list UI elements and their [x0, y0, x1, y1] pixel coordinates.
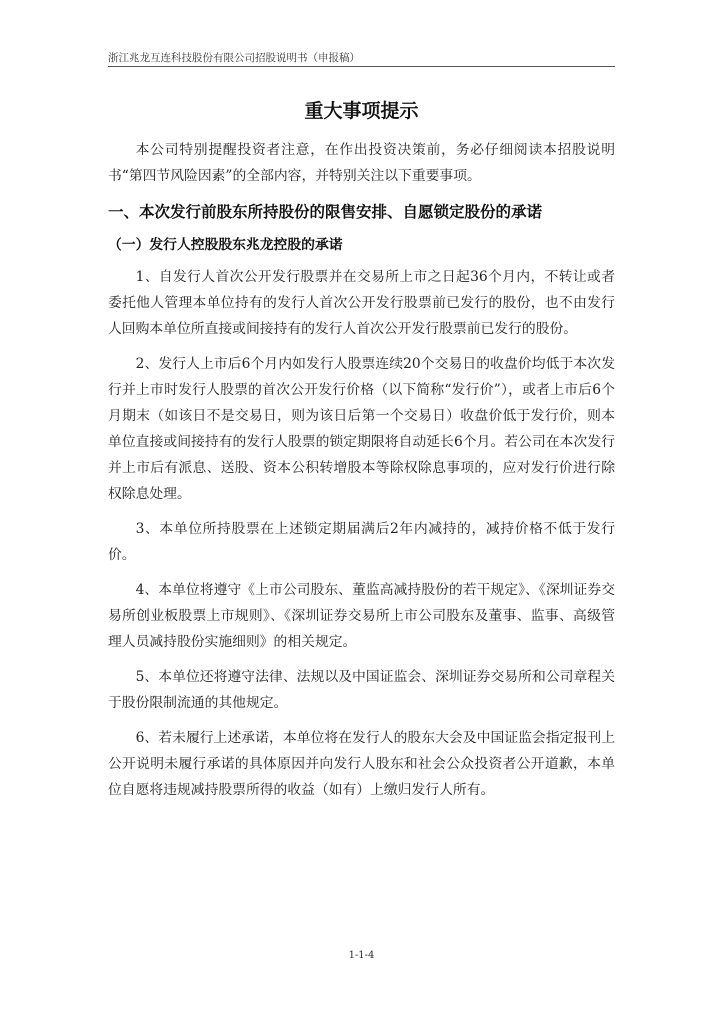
commitment-item-6: 6、若未履行上述承诺，本单位将在发行人的股东大会及中国证监会指定报刊上公开说明未履行承诺的具体原因并向发行人股东和社会公众投资者公开道歉，本单位自愿将违规减持股票所得的收益（如有）上缴归发行人所有。: [108, 730, 615, 798]
commitment-item-2: 2、发行人上市后6个月内如发行人股票连续20个交易日的收盘价均低于本次发行并上市时发行人股票的首次公开发行价格（以下简称“发行价”），或者上市后6个月期末（如该日不是交易日，则为该日后第一个交易日）收盘价低于发行价，则本单位直接或间接持有的发行人股票的锁定期限将自动延长6个月。若公司在本次发行并上市后有派息、送股、资本公积转增股本等除权除息事项的，应对发行价进行除权除息处理。: [108, 356, 615, 502]
subsection-heading: （一）发行人控股股东兆龙控股的承诺: [108, 237, 343, 253]
document-body: [108, 137, 615, 812]
commitment-item-1: 1、自发行人首次公开发行股票并在交易所上市之日起36个月内，不转让或者委托他人管理本单位持有的发行人首次公开发行股票前已发行的股份，也不由发行人回购本单位所直接或间接持有的发行人首次公开发行股票前已发行的股份。: [108, 269, 615, 337]
commitment-item-5: 5、本单位还将遵守法律、法规以及中国证监会、深圳证券交易所和公司章程关于股份限制流通的其他规定。: [108, 669, 615, 711]
commitment-item-4: 4、本单位将遵守《上市公司股东、董监高减持股份的若干规定》、《深圳证券交易所创业板股票上市规则》、《深圳证券交易所上市公司股东及董事、监事、高级管理人员减持股份实施细则》的相关规定。: [108, 582, 615, 650]
page-title: 重大事项提示: [304, 100, 419, 122]
page-number: 1-1-4: [348, 950, 375, 961]
commitment-item-3: 3、本单位所持股票在上述锁定期届满后2年内减持的，减持价格不低于发行价。: [108, 521, 615, 563]
section-heading: 一、本次发行前股东所持股份的限售安排、自愿锁定股份的承诺: [108, 203, 543, 221]
header-divider: [108, 66, 615, 67]
intro-paragraph: 本公司特别提醒投资者注意，在作出投资决策前，务必仔细阅读本招股说明书“第四节风险因素”的全部内容，并特别关注以下重要事项。: [108, 142, 615, 184]
running-header: 浙江兆龙互连科技股份有限公司招股说明书（申报稿）: [108, 52, 360, 64]
